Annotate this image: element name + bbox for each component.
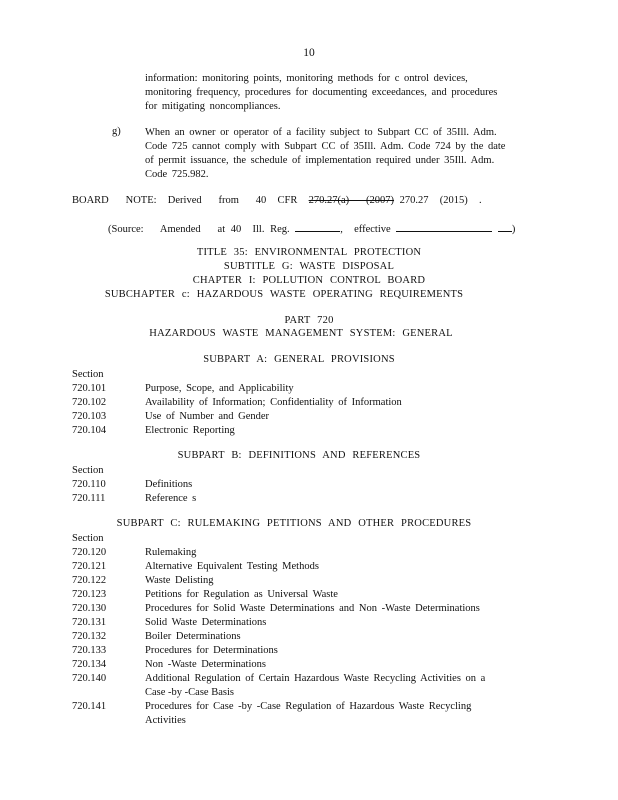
section-number: 720.134	[72, 659, 107, 670]
subpart-c-heading: SUBPART C: RULEMAKING PETITIONS AND OTHER PROCEDURES	[116, 518, 472, 529]
item-g-line: Code 725 cannot comply with Subpart CC of 35Ill. Adm. Code 724 by the date	[145, 141, 506, 152]
subpart-b-sections	[72, 464, 542, 506]
subpart-b-heading: SUBPART B: DEFINITIONS AND REFERENCES	[177, 450, 421, 461]
section-number: 720.104	[72, 425, 107, 436]
section-title: Additional Regulation of Certain Hazardous Waste Recycling Activities on a	[145, 673, 486, 684]
intro-line: for mitigating noncompliances.	[145, 101, 281, 112]
item-g-line: Code 725.982.	[145, 169, 209, 180]
section-number: 720.101	[72, 383, 107, 394]
section-title: Petitions for Regulation as Universal Waste	[145, 589, 338, 600]
section-title: Rulemaking	[145, 547, 197, 558]
intro-paragraph	[145, 72, 527, 114]
board-note-prefix: BOARD NOTE: Derived from 40 CFR	[72, 195, 309, 206]
section-title-continuation: Case -by -Case Basis	[145, 687, 234, 698]
toc-row	[72, 588, 542, 602]
section-number: 720.132	[72, 631, 107, 642]
section-number: 720.103	[72, 411, 107, 422]
subpart-a-heading: SUBPART A: GENERAL PROVISIONS	[203, 354, 395, 365]
part-title-heading: HAZARDOUS WASTE MANAGEMENT SYSTEM: GENERAL	[149, 328, 453, 339]
source-note	[108, 221, 515, 235]
section-number: 720.121	[72, 561, 107, 572]
source-close: )	[511, 224, 516, 235]
board-note	[72, 195, 482, 206]
source-effective: , effective	[340, 224, 391, 235]
section-title: Procedures for Solid Waste Determinations and Non -Waste Determinations	[145, 603, 480, 614]
board-note-struck-citation: 270.27(a) (2007)	[308, 195, 395, 206]
subchapter-heading: SUBCHAPTER c: HAZARDOUS WASTE OPERATING REQUIREMENTS	[104, 289, 464, 300]
title-heading: TITLE 35: ENVIRONMENTAL PROTECTION	[196, 247, 422, 258]
toc-row	[72, 574, 542, 588]
section-number: 720.131	[72, 617, 107, 628]
section-number: 720.130	[72, 603, 107, 614]
section-title: Definitions	[145, 479, 193, 490]
toc-row	[72, 396, 542, 410]
subtitle-heading: SUBTITLE G: WASTE DISPOSAL	[223, 261, 395, 272]
source-text: (Source: Amended at 40 Ill. Reg.	[108, 224, 290, 235]
section-number: 720.123	[72, 589, 107, 600]
chapter-heading: CHAPTER I: POLLUTION CONTROL BOARD	[192, 275, 426, 286]
section-label: Section	[72, 533, 104, 544]
page-number: 10	[303, 47, 315, 59]
toc-row	[72, 410, 542, 424]
section-title: Solid Waste Determinations	[145, 617, 267, 628]
section-number: 720.133	[72, 645, 107, 656]
section-title: Availability of Information; Confidentiality of Information	[145, 397, 402, 408]
section-title: Purpose, Scope, and Applicability	[145, 383, 294, 394]
intro-line: monitoring frequency, procedures for documenting exceedances, and procedures	[145, 87, 498, 98]
item-g-label: g)	[112, 126, 121, 137]
section-label: Section	[72, 465, 104, 476]
toc-row	[72, 492, 542, 506]
section-number: 720.122	[72, 575, 107, 586]
section-label: Section	[72, 369, 104, 380]
toc-row	[72, 616, 542, 630]
section-title: Waste Delisting	[145, 575, 214, 586]
section-number: 720.120	[72, 547, 107, 558]
section-number: 720.111	[72, 493, 106, 504]
part-heading: PART 720	[284, 315, 334, 326]
source-date-blank	[396, 221, 492, 232]
subpart-c-sections	[72, 532, 542, 728]
toc-row	[72, 658, 542, 672]
toc-row	[72, 644, 542, 658]
section-number: 720.141	[72, 701, 107, 712]
source-reg-blank	[295, 221, 340, 232]
toc-row	[72, 424, 542, 438]
section-number: 720.102	[72, 397, 107, 408]
board-note-suffix: 270.27 (2015) .	[394, 195, 482, 206]
toc-row	[72, 672, 542, 686]
section-title: Procedures for Case -by -Case Regulation of Hazardous Waste Recycling	[145, 701, 472, 712]
toc-row	[72, 478, 542, 492]
section-title: Non -Waste Determinations	[145, 659, 266, 670]
section-number: 720.140	[72, 673, 107, 684]
toc-row	[72, 546, 542, 560]
toc-row	[72, 630, 542, 644]
source-year-blank	[498, 221, 512, 232]
section-title: Procedures for Determinations	[145, 645, 278, 656]
item-g-line: of permit issuance, the schedule of implementation required under 35Ill. Adm.	[145, 155, 495, 166]
section-title: Alternative Equivalent Testing Methods	[145, 561, 319, 572]
item-g-paragraph	[145, 126, 530, 182]
toc-row	[72, 382, 542, 396]
toc-row	[72, 602, 542, 616]
subpart-a-sections	[72, 368, 542, 438]
section-number: 720.110	[72, 479, 106, 490]
section-title: Reference s	[145, 493, 197, 504]
section-title-continuation: Activities	[145, 715, 186, 726]
section-title: Electronic Reporting	[145, 425, 235, 436]
item-g-line: When an owner or operator of a facility subject to Subpart CC of 35Ill. Adm.	[145, 127, 497, 138]
section-title: Boiler Determinations	[145, 631, 241, 642]
toc-row	[72, 700, 542, 714]
section-title: Use of Number and Gender	[145, 411, 270, 422]
intro-line: information: monitoring points, monitoring methods for c ontrol devices,	[145, 73, 468, 84]
toc-row	[72, 560, 542, 574]
